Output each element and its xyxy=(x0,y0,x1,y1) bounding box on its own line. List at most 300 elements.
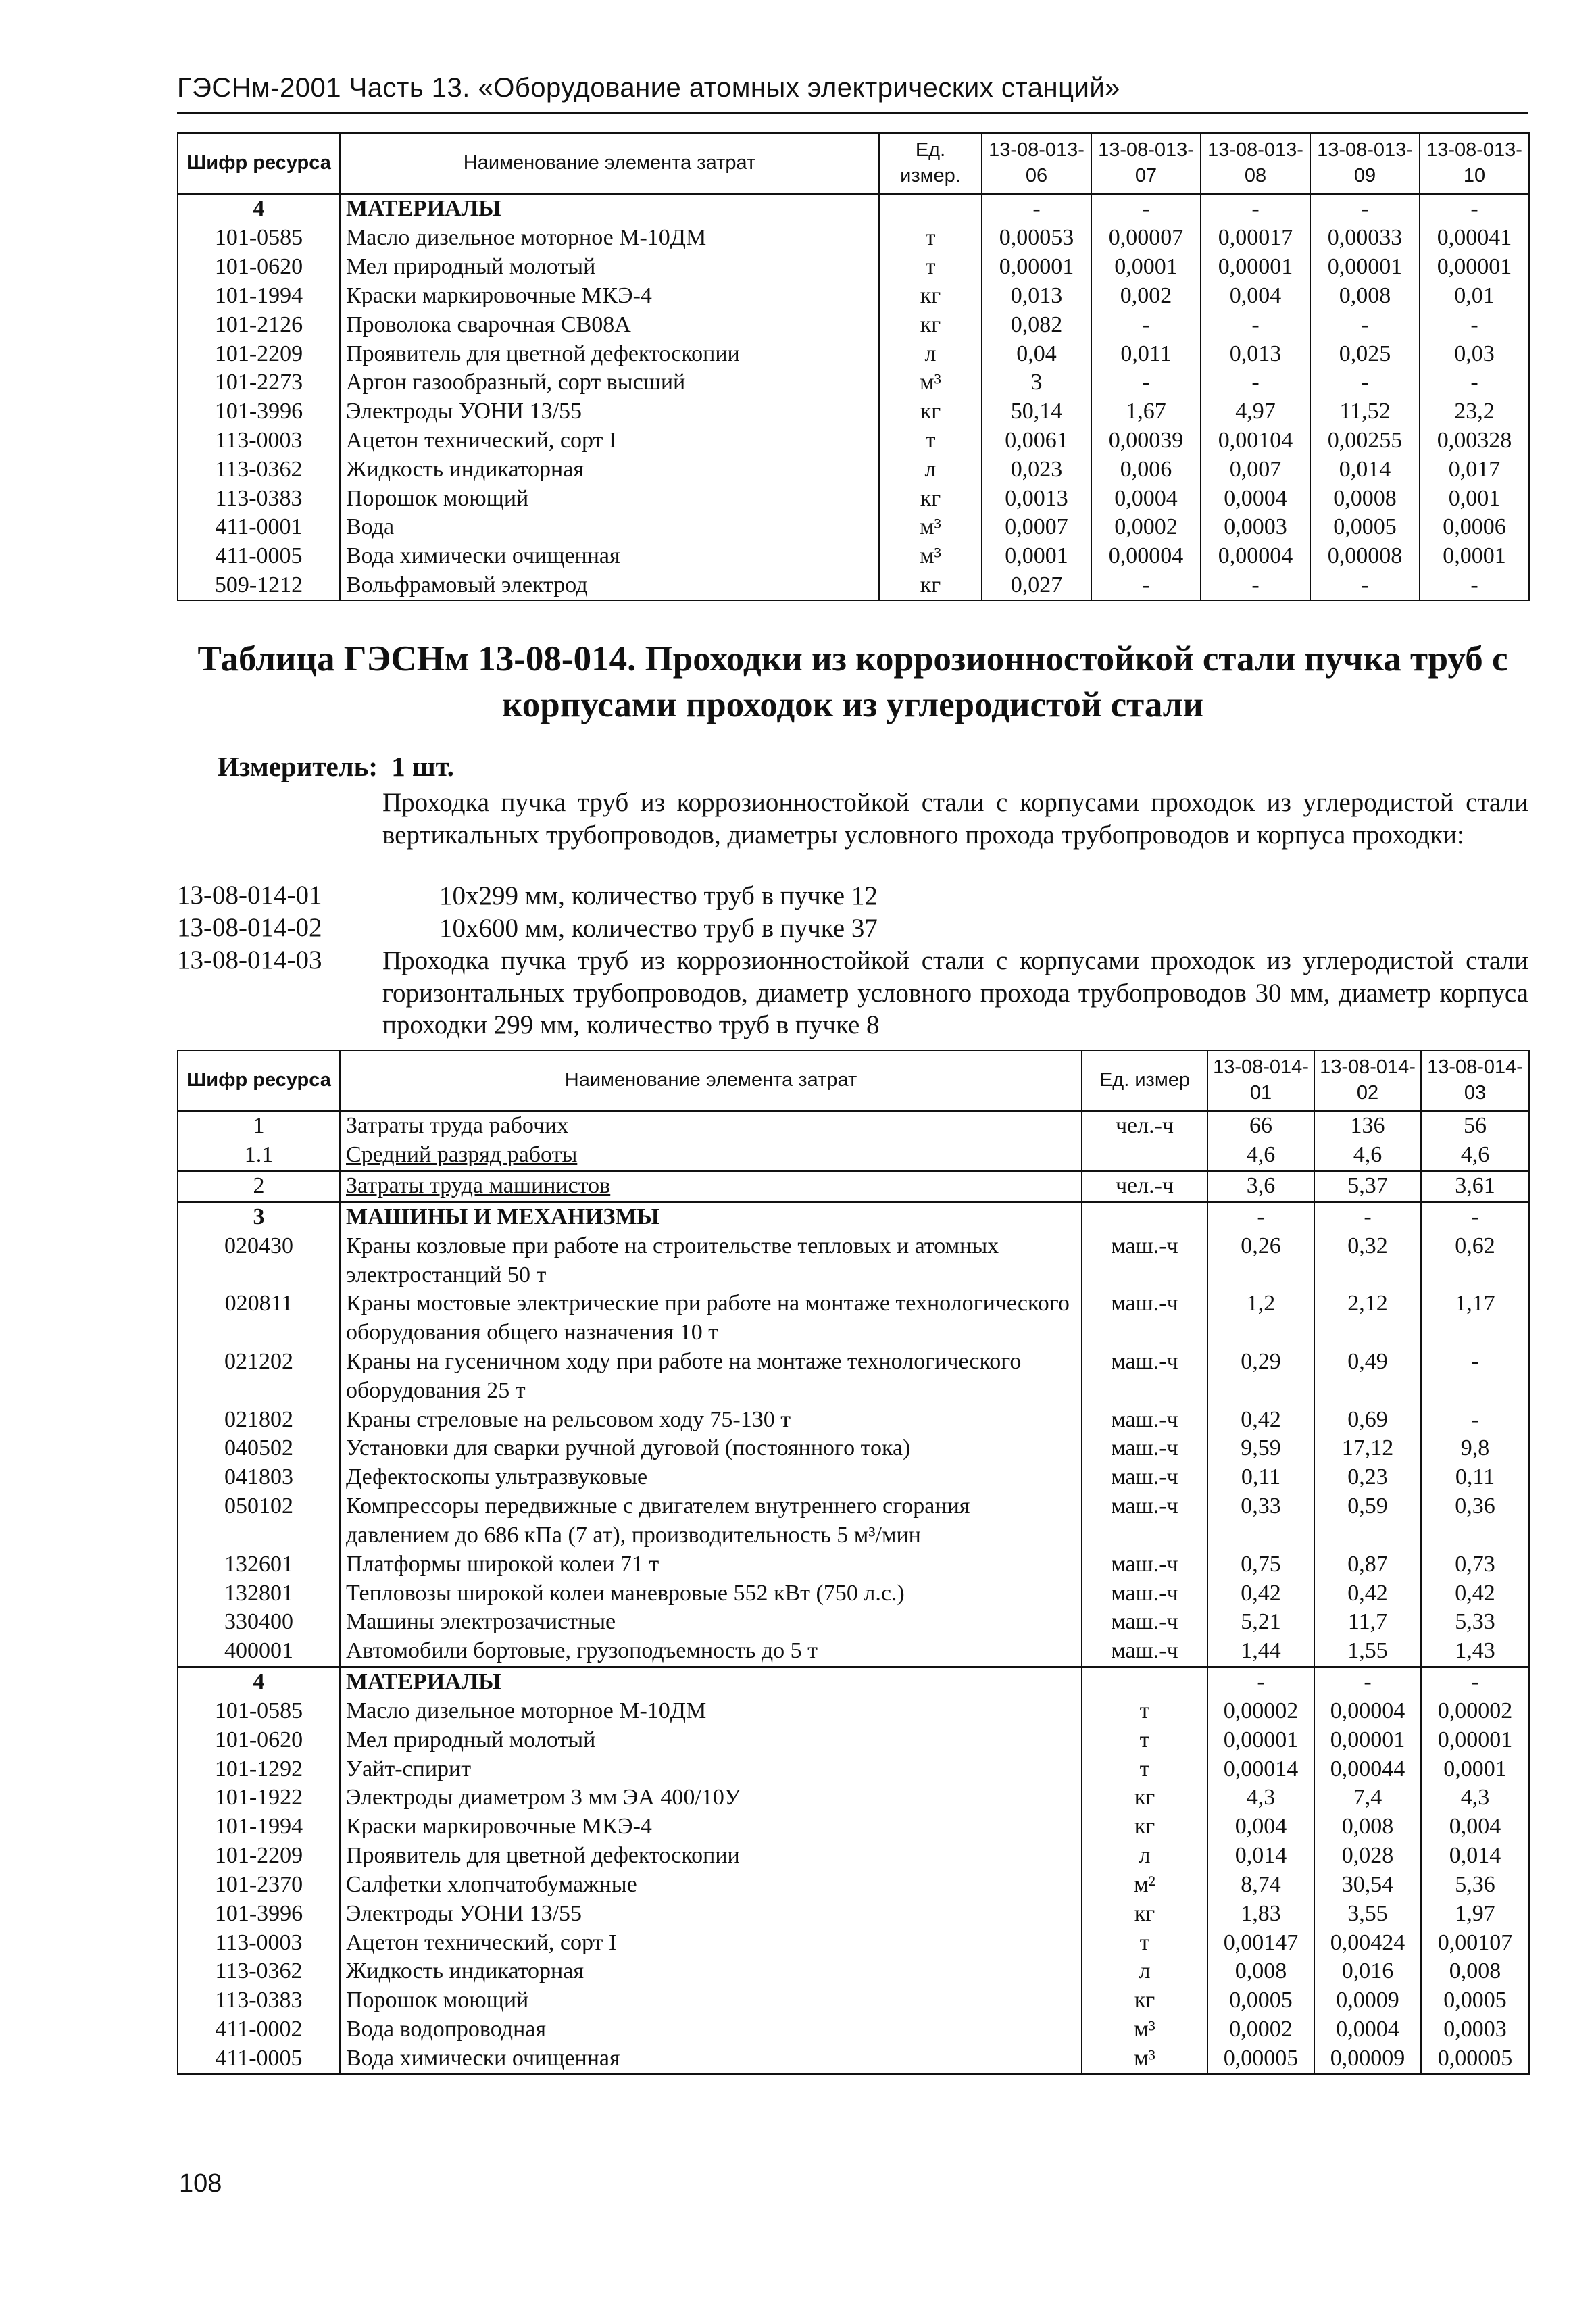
cell-value: 0,00001 xyxy=(1314,1726,1421,1755)
cell-value: - xyxy=(1207,1202,1314,1231)
norm-description: Проходка пучка труб из коррозионностойкой стали с корпусами проходок из углеродистой стали горизонтальных трубопроводов, диаметр условного прохода трубопроводов 30 мм, диаметр корпуса проходки 299 мм, количество труб в пучке 8 xyxy=(382,946,1528,1040)
cell-name: Масло дизельное моторное М-10ДМ xyxy=(340,1697,1082,1726)
cell-value: 0,008 xyxy=(1314,1813,1421,1842)
cell-name: Затраты труда машинистов xyxy=(340,1171,1082,1202)
cell-value: - xyxy=(1201,194,1310,224)
section-row xyxy=(178,194,1529,224)
col-header-code: Шифр ресурса xyxy=(178,133,340,194)
cell-unit: маш.-ч xyxy=(1082,1406,1207,1435)
cell-code: 400001 xyxy=(178,1637,340,1667)
cell-name: МАШИНЫ И МЕХАНИЗМЫ xyxy=(340,1202,1082,1231)
table-row xyxy=(178,282,1529,311)
cell-value: - xyxy=(1310,194,1420,224)
table-row xyxy=(178,1579,1529,1608)
table-row xyxy=(178,1813,1529,1842)
cell-code: 101-0585 xyxy=(178,1697,340,1726)
measure-label: Измеритель: xyxy=(218,751,378,782)
table-row xyxy=(178,1637,1529,1667)
cell-name: Уайт-спирит xyxy=(340,1755,1082,1784)
cell-value: 0,0004 xyxy=(1201,485,1310,514)
cell-value: 8,74 xyxy=(1207,1871,1314,1900)
cell-value: 23,2 xyxy=(1420,397,1529,426)
cell-value: 4,6 xyxy=(1207,1141,1314,1171)
cell-name: МАТЕРИАЛЫ xyxy=(340,194,879,224)
table-row xyxy=(178,1141,1529,1171)
table-row xyxy=(178,1842,1529,1871)
cell-value: 0,014 xyxy=(1421,1842,1529,1871)
cell-unit: м³ xyxy=(879,542,982,571)
cell-value: 5,37 xyxy=(1314,1171,1421,1202)
cell-name: Краны козловые при работе на строительстве тепловых и атомных электростанций 50 т xyxy=(340,1232,1082,1290)
cell-unit: т xyxy=(1082,1697,1207,1726)
measure-line xyxy=(218,750,454,783)
cell-value: - xyxy=(1310,368,1420,397)
col-header-name: Наименование элемента затрат xyxy=(340,1050,1082,1111)
table-row xyxy=(178,340,1529,369)
cell-name: Вода химически очищенная xyxy=(340,542,879,571)
table-row xyxy=(178,513,1529,542)
cell-name: Электроды УОНИ 13/55 xyxy=(340,1900,1082,1929)
table-body xyxy=(178,194,1529,601)
cell-unit: т xyxy=(1082,1929,1207,1958)
cell-value: 0,0009 xyxy=(1314,1986,1421,2015)
cell-value: 0,00424 xyxy=(1314,1929,1421,1958)
cell-unit: т xyxy=(1082,1726,1207,1755)
cell-value: 0,0004 xyxy=(1314,2015,1421,2044)
table-row xyxy=(178,311,1529,340)
table-row xyxy=(178,2044,1529,2074)
cell-value: - xyxy=(1421,1406,1529,1435)
cell-value: - xyxy=(1314,1667,1421,1697)
cell-value: 0,00004 xyxy=(1314,1697,1421,1726)
cell-value: 0,0061 xyxy=(982,426,1091,456)
cell-value: 5,36 xyxy=(1421,1871,1529,1900)
page-number: 108 xyxy=(179,2169,222,2198)
table-row xyxy=(178,1957,1529,1986)
description-intro: Проходка пучка труб из коррозионностойкой стали с корпусами проходок из углеродистой стали вертикальных трубопроводов, диаметры условного прохода трубопроводов и корпуса проходки: xyxy=(382,788,1528,850)
cell-value: - xyxy=(1201,368,1310,397)
cell-code: 101-2126 xyxy=(178,311,340,340)
resource-table-014 xyxy=(177,1050,1530,2075)
cell-value: 0,00001 xyxy=(982,253,1091,282)
cell-value: 3 xyxy=(982,368,1091,397)
cell-value: - xyxy=(1421,1348,1529,1406)
cell-unit xyxy=(879,194,982,224)
cell-name: Электроды диаметром 3 мм ЭА 400/10У xyxy=(340,1783,1082,1813)
table-body xyxy=(178,1111,1529,2074)
cell-code: 101-1994 xyxy=(178,282,340,311)
table-row xyxy=(178,1755,1529,1784)
norm-code: 13-08-014-03 xyxy=(177,945,322,975)
table-row xyxy=(178,1726,1529,1755)
col-header-norm: 13-08-013-10 xyxy=(1420,133,1529,194)
cell-value: 0,0013 xyxy=(982,485,1091,514)
cell-name: Вода водопроводная xyxy=(340,2015,1082,2044)
cell-value: 0,0001 xyxy=(1420,542,1529,571)
cell-unit: т xyxy=(879,426,982,456)
cell-code: 101-3996 xyxy=(178,397,340,426)
table-row xyxy=(178,1406,1529,1435)
cell-unit: л xyxy=(879,340,982,369)
resource-table-013 xyxy=(177,132,1530,601)
cell-value: 66 xyxy=(1207,1111,1314,1141)
cell-unit: маш.-ч xyxy=(1082,1579,1207,1608)
cell-unit xyxy=(1082,1141,1207,1171)
cell-value: 0,002 xyxy=(1091,282,1201,311)
cell-value: 0,11 xyxy=(1207,1463,1314,1492)
cell-value: 0,014 xyxy=(1310,456,1420,485)
cell-value: 0,014 xyxy=(1207,1842,1314,1871)
cell-value: 0,03 xyxy=(1420,340,1529,369)
cell-value: 0,00005 xyxy=(1207,2044,1314,2074)
cell-name: Масло дизельное моторное М-10ДМ xyxy=(340,224,879,253)
cell-value: 0,0002 xyxy=(1091,513,1201,542)
cell-unit: м³ xyxy=(1082,2015,1207,2044)
cell-value: 0,01 xyxy=(1420,282,1529,311)
cell-value: 1,83 xyxy=(1207,1900,1314,1929)
cell-value: 0,082 xyxy=(982,311,1091,340)
cell-unit xyxy=(1082,1202,1207,1231)
cell-name: Краны стреловые на рельсовом ходу 75-130 т xyxy=(340,1406,1082,1435)
cell-value: 0,0003 xyxy=(1421,2015,1529,2044)
table-row xyxy=(178,1608,1529,1637)
cell-value: 4,3 xyxy=(1207,1783,1314,1813)
cell-code: 3 xyxy=(178,1202,340,1231)
cell-unit: маш.-ч xyxy=(1082,1463,1207,1492)
cell-value: 30,54 xyxy=(1314,1871,1421,1900)
cell-value: 0,69 xyxy=(1314,1406,1421,1435)
cell-code: 101-2209 xyxy=(178,340,340,369)
cell-value: 0,49 xyxy=(1314,1348,1421,1406)
cell-code: 101-0620 xyxy=(178,253,340,282)
cell-code: 101-3996 xyxy=(178,1900,340,1929)
cell-unit: кг xyxy=(1082,1900,1207,1929)
cell-value: 5,33 xyxy=(1421,1608,1529,1637)
cell-value: 0,42 xyxy=(1314,1579,1421,1608)
section-row xyxy=(178,1202,1529,1231)
cell-name: Краны мостовые электрические при работе на монтаже технологического оборудования общего назначения 10 т xyxy=(340,1289,1082,1348)
cell-value: 0,00044 xyxy=(1314,1755,1421,1784)
cell-name: Краны на гусеничном ходу при работе на монтаже технологического оборудования 25 т xyxy=(340,1348,1082,1406)
table-row xyxy=(178,1492,1529,1550)
cell-value: 0,004 xyxy=(1421,1813,1529,1842)
cell-value: 3,55 xyxy=(1314,1900,1421,1929)
cell-code: 113-0362 xyxy=(178,456,340,485)
cell-name: Средний разряд работы xyxy=(340,1141,1082,1171)
cell-value: 0,0008 xyxy=(1310,485,1420,514)
cell-value: 0,00001 xyxy=(1421,1726,1529,1755)
col-header-norm: 13-08-013-07 xyxy=(1091,133,1201,194)
table-row xyxy=(178,1463,1529,1492)
cell-value: - xyxy=(1091,311,1201,340)
cell-code: 101-2370 xyxy=(178,1871,340,1900)
cell-code: 113-0003 xyxy=(178,1929,340,1958)
cell-name: Мел природный молотый xyxy=(340,253,879,282)
cell-value: 0,00041 xyxy=(1420,224,1529,253)
table-title: Таблица ГЭСНм 13-08-014. Проходки из коррозионностойкой стали пучка труб с корпусами проходок из углеродистой стали xyxy=(197,639,1508,724)
section-row xyxy=(178,1667,1529,1697)
cell-code: 113-0383 xyxy=(178,485,340,514)
cell-value: 1,43 xyxy=(1421,1637,1529,1667)
cell-name: Мел природный молотый xyxy=(340,1726,1082,1755)
cell-value: 0,006 xyxy=(1091,456,1201,485)
cell-value: 11,52 xyxy=(1310,397,1420,426)
cell-value: 0,004 xyxy=(1207,1813,1314,1842)
col-header-unit: Ед. измер xyxy=(1082,1050,1207,1111)
cell-value: 0,00017 xyxy=(1201,224,1310,253)
cell-code: 411-0005 xyxy=(178,542,340,571)
cell-value: 0,75 xyxy=(1207,1550,1314,1579)
cell-value: - xyxy=(1310,571,1420,601)
cell-value: 0,027 xyxy=(982,571,1091,601)
cell-value: 0,00005 xyxy=(1421,2044,1529,2074)
cell-name: Дефектоскопы ультразвуковые xyxy=(340,1463,1082,1492)
cell-value: 1,2 xyxy=(1207,1289,1314,1348)
cell-value: 0,00255 xyxy=(1310,426,1420,456)
cell-name: Аргон газообразный, сорт высший xyxy=(340,368,879,397)
cell-code: 101-0620 xyxy=(178,1726,340,1755)
cell-value: 0,11 xyxy=(1421,1463,1529,1492)
cell-unit: кг xyxy=(879,311,982,340)
cell-code: 1.1 xyxy=(178,1141,340,1171)
cell-value: 0,00002 xyxy=(1207,1697,1314,1726)
col-header-norm: 13-08-014-02 xyxy=(1314,1050,1421,1111)
cell-value: 0,00001 xyxy=(1207,1726,1314,1755)
cell-value: 17,12 xyxy=(1314,1434,1421,1463)
header-rule xyxy=(177,112,1528,114)
cell-value: 0,013 xyxy=(1201,340,1310,369)
table-row xyxy=(178,1550,1529,1579)
cell-unit: л xyxy=(1082,1957,1207,1986)
cell-code: 101-1292 xyxy=(178,1755,340,1784)
cell-value: 0,0005 xyxy=(1207,1986,1314,2015)
cell-unit: кг xyxy=(1082,1986,1207,2015)
cell-name: Краски маркировочные МКЭ-4 xyxy=(340,282,879,311)
cell-unit: м³ xyxy=(1082,2044,1207,2074)
cell-value: 0,011 xyxy=(1091,340,1201,369)
col-header-norm: 13-08-013-09 xyxy=(1310,133,1420,194)
cell-value: 0,00001 xyxy=(1420,253,1529,282)
table-row xyxy=(178,426,1529,456)
cell-value: 0,00014 xyxy=(1207,1755,1314,1784)
cell-unit: маш.-ч xyxy=(1082,1608,1207,1637)
cell-name: Проявитель для цветной дефектоскопии xyxy=(340,1842,1082,1871)
table-row xyxy=(178,456,1529,485)
cell-value: 1,55 xyxy=(1314,1637,1421,1667)
cell-value: 0,008 xyxy=(1421,1957,1529,1986)
cell-unit: л xyxy=(1082,1842,1207,1871)
cell-value: 0,32 xyxy=(1314,1232,1421,1290)
norm-code: 13-08-014-02 xyxy=(177,913,322,942)
cell-value: - xyxy=(1091,571,1201,601)
cell-code: 2 xyxy=(178,1171,340,1202)
cell-value: 0,00009 xyxy=(1314,2044,1421,2074)
cell-name: МАТЕРИАЛЫ xyxy=(340,1667,1082,1697)
table-row xyxy=(178,1348,1529,1406)
cell-value: 0,00039 xyxy=(1091,426,1201,456)
cell-name: Проволока сварочная СВ08А xyxy=(340,311,879,340)
cell-value: 0,73 xyxy=(1421,1550,1529,1579)
cell-value: - xyxy=(1310,311,1420,340)
cell-value: 0,008 xyxy=(1310,282,1420,311)
cell-unit: маш.-ч xyxy=(1082,1434,1207,1463)
cell-unit: кг xyxy=(1082,1813,1207,1842)
table-row xyxy=(178,571,1529,601)
cell-value: 0,00004 xyxy=(1091,542,1201,571)
cell-value: 0,028 xyxy=(1314,1842,1421,1871)
cell-value: 50,14 xyxy=(982,397,1091,426)
cell-value: 0,00053 xyxy=(982,224,1091,253)
table-row xyxy=(178,1289,1529,1348)
cell-code: 113-0362 xyxy=(178,1957,340,1986)
cell-value: - xyxy=(1314,1202,1421,1231)
cell-unit: маш.-ч xyxy=(1082,1289,1207,1348)
cell-name: Жидкость индикаторная xyxy=(340,1957,1082,1986)
cell-name: Вода xyxy=(340,513,879,542)
cell-unit: л xyxy=(879,456,982,485)
cell-name: Салфетки хлопчатобумажные xyxy=(340,1871,1082,1900)
cell-unit: кг xyxy=(879,397,982,426)
cell-value: 0,04 xyxy=(982,340,1091,369)
cell-value: 0,00104 xyxy=(1201,426,1310,456)
cell-value: 0,0005 xyxy=(1310,513,1420,542)
cell-value: 11,7 xyxy=(1314,1608,1421,1637)
cell-unit: маш.-ч xyxy=(1082,1637,1207,1667)
table-row xyxy=(178,485,1529,514)
table-row xyxy=(178,1697,1529,1726)
cell-name: Порошок моющий xyxy=(340,485,879,514)
cell-code: 509-1212 xyxy=(178,571,340,601)
cell-value: - xyxy=(982,194,1091,224)
cell-code: 1 xyxy=(178,1111,340,1141)
cell-name: Ацетон технический, сорт I xyxy=(340,426,879,456)
cell-value: 0,36 xyxy=(1421,1492,1529,1550)
cell-value: 0,00001 xyxy=(1310,253,1420,282)
measure-value: 1 шт. xyxy=(391,751,454,782)
cell-value: 0,0007 xyxy=(982,513,1091,542)
norm-code: 13-08-014-01 xyxy=(177,881,322,910)
col-header-code: Шифр ресурса xyxy=(178,1050,340,1111)
cell-value: 4,6 xyxy=(1421,1141,1529,1171)
cell-code: 113-0003 xyxy=(178,426,340,456)
cell-value: - xyxy=(1421,1667,1529,1697)
cell-value: 0,004 xyxy=(1201,282,1310,311)
cell-name: Электроды УОНИ 13/55 xyxy=(340,397,879,426)
cell-code: 050102 xyxy=(178,1492,340,1550)
cell-value: 1,17 xyxy=(1421,1289,1529,1348)
cell-value: 0,025 xyxy=(1310,340,1420,369)
cell-value: 0,0006 xyxy=(1420,513,1529,542)
table-row xyxy=(178,1900,1529,1929)
cell-name: Жидкость индикаторная xyxy=(340,456,879,485)
cell-value: 0,42 xyxy=(1421,1579,1529,1608)
cell-code: 132601 xyxy=(178,1550,340,1579)
cell-name: Платформы широкой колеи 71 т xyxy=(340,1550,1082,1579)
cell-value: - xyxy=(1420,571,1529,601)
cell-value: 4,3 xyxy=(1421,1783,1529,1813)
table-row xyxy=(178,224,1529,253)
cell-value: 1,67 xyxy=(1091,397,1201,426)
cell-value: 0,00107 xyxy=(1421,1929,1529,1958)
cell-code: 021202 xyxy=(178,1348,340,1406)
cell-value: 0,29 xyxy=(1207,1348,1314,1406)
cell-value: 0,0001 xyxy=(982,542,1091,571)
cell-value: 0,0005 xyxy=(1421,1986,1529,2015)
cell-code: 411-0005 xyxy=(178,2044,340,2074)
cell-code: 020811 xyxy=(178,1289,340,1348)
cell-value: 0,0004 xyxy=(1091,485,1201,514)
col-header-norm: 13-08-013-06 xyxy=(982,133,1091,194)
cell-value: 0,87 xyxy=(1314,1550,1421,1579)
table-row xyxy=(178,542,1529,571)
cell-unit: маш.-ч xyxy=(1082,1348,1207,1406)
col-header-name: Наименование элемента затрат xyxy=(340,133,879,194)
table-row xyxy=(178,1111,1529,1141)
norm-description: 10х600 мм, количество труб в пучке 37 xyxy=(439,914,878,943)
cell-value: 0,00002 xyxy=(1421,1697,1529,1726)
cell-unit: т xyxy=(879,253,982,282)
cell-value: 0,00008 xyxy=(1310,542,1420,571)
cell-unit: чел.-ч xyxy=(1082,1171,1207,1202)
cell-name: Тепловозы широкой колеи маневровые 552 кВт (750 л.с.) xyxy=(340,1579,1082,1608)
cell-value: 3,6 xyxy=(1207,1171,1314,1202)
cell-value: 1,97 xyxy=(1421,1900,1529,1929)
cell-value: 3,61 xyxy=(1421,1171,1529,1202)
cell-value: 0,00033 xyxy=(1310,224,1420,253)
cell-name: Вольфрамовый электрод xyxy=(340,571,879,601)
cell-code: 4 xyxy=(178,194,340,224)
table-row xyxy=(178,253,1529,282)
cell-code: 040502 xyxy=(178,1434,340,1463)
running-header: ГЭСНм-2001 Часть 13. «Оборудование атомных электрических станций» xyxy=(177,73,1120,103)
cell-unit: чел.-ч xyxy=(1082,1111,1207,1141)
cell-value: 0,0003 xyxy=(1201,513,1310,542)
table-row xyxy=(178,1929,1529,1958)
cell-code: 411-0001 xyxy=(178,513,340,542)
table-row xyxy=(178,397,1529,426)
cell-unit: м³ xyxy=(879,513,982,542)
cell-value: - xyxy=(1420,311,1529,340)
cell-name: Проявитель для цветной дефектоскопии xyxy=(340,340,879,369)
cell-name: Машины электрозачистные xyxy=(340,1608,1082,1637)
cell-code: 132801 xyxy=(178,1579,340,1608)
cell-code: 041803 xyxy=(178,1463,340,1492)
cell-name: Краски маркировочные МКЭ-4 xyxy=(340,1813,1082,1842)
cell-code: 021802 xyxy=(178,1406,340,1435)
cell-unit: кг xyxy=(879,282,982,311)
cell-code: 101-0585 xyxy=(178,224,340,253)
cell-unit: маш.-ч xyxy=(1082,1232,1207,1290)
cell-value: 0,0001 xyxy=(1421,1755,1529,1784)
cell-name: Затраты труда рабочих xyxy=(340,1111,1082,1141)
cell-value: 0,00007 xyxy=(1091,224,1201,253)
cell-value: 0,00147 xyxy=(1207,1929,1314,1958)
cell-value: 0,33 xyxy=(1207,1492,1314,1550)
col-header-norm: 13-08-013-08 xyxy=(1201,133,1310,194)
cell-unit: маш.-ч xyxy=(1082,1492,1207,1550)
cell-unit: м² xyxy=(1082,1871,1207,1900)
cell-unit: м³ xyxy=(879,368,982,397)
cell-name: Автомобили бортовые, грузоподъемность до 5 т xyxy=(340,1637,1082,1667)
cell-value: 0,00328 xyxy=(1420,426,1529,456)
cell-code: 330400 xyxy=(178,1608,340,1637)
cell-value: - xyxy=(1201,571,1310,601)
cell-name: Установки для сварки ручной дуговой (постоянного тока) xyxy=(340,1434,1082,1463)
cell-value: 0,0002 xyxy=(1207,2015,1314,2044)
col-header-norm: 13-08-014-03 xyxy=(1421,1050,1529,1111)
cell-unit: маш.-ч xyxy=(1082,1550,1207,1579)
cell-value: 9,59 xyxy=(1207,1434,1314,1463)
